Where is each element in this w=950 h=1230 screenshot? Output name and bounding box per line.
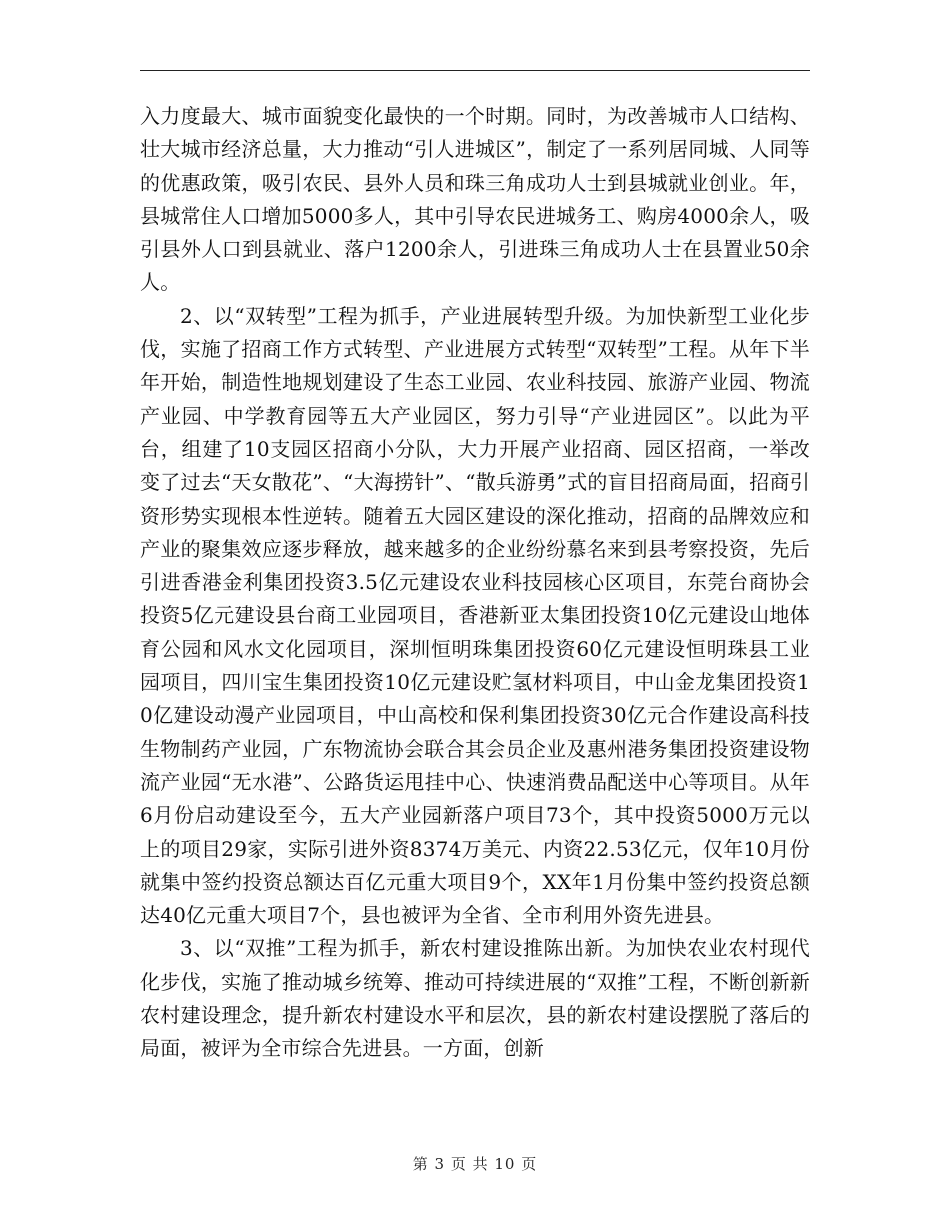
- paragraph-1: 入力度最大、城市面貌变化最快的一个时期。同时，为改善城市人口结构、壮大城市经济总量，大力推动“引人进城区”，制定了一系列居同城、人同等的优惠政策，吸引农民、县外人员和珠三角成功人士到县城就业创业。年，县城常住人口增加5000多人，其中引导农民进城务工、购房4000余人，吸引县外人口到县就业、落户1200余人，引进珠三角成功人士在县置业50余人。: [140, 104, 810, 295]
- document-body: [140, 100, 810, 1066]
- header-rule: [140, 70, 810, 71]
- paragraph-3: 3、以“双推”工程为抓手，新农村建设推陈出新。为加快农业农村现代化步伐，实施了推动城乡统筹、推动可持续进展的“双推”工程，不断创新新农村建设理念，提升新农村建设水平和层次，县的新农村建设摆脱了落后的局面，被评为全市综合先进县。一方面，创新: [140, 936, 810, 1061]
- paragraph-2: 2、以“双转型”工程为抓手，产业进展转型升级。为加快新型工业化步伐，实施了招商工作方式转型、产业进展方式转型“双转型”工程。从年下半年开始，制造性地规划建设了生态工业园、农业科技园、旅游产业园、物流产业园、中学教育园等五大产业园区，努力引导“产业进园区”。以此为平台，组建了10支园区招商小分队，大力开展产业招商、园区招商，一举改变了过去“天女散花”、“大海捞针”、“散兵游勇”式的盲目招商局面，招商引资形势实现根本性逆转。随着五大园区建设的深化推动，招商的品牌效应和产业的聚集效应逐步释放，越来越多的企业纷纷慕名来到县考察投资，先后引进香港金利集团投资3.5亿元建设农业科技园核心区项目，东莞台商协会投资5亿元建设县台商工业园项目，香港新亚太集团投资10亿元建设山地体育公园和风水文化园项目，深圳恒明珠集团投资60亿元建设恒明珠县工业园项目，四川宝生集团投资10亿元建设贮氢材料项目，中山金龙集团投资10亿建设动漫产业园项目，中山高校和保利集团投资30亿元合作建设高科技生物制药产业园，广东物流协会联合其会员企业及惠州港务集团投资建设物流产业园“无水港”、公路货运甩挂中心、快速消费品配送中心等项目。从年6月份启动建设至今，五大产业园新落户项目73个，其中投资5000万元以上的项目29家，实际引进外资8374万美元、内资22.53亿元，仅年10月份就集中签约投资总额达百亿元重大项目9个，XX年1月份集中签约投资总额达40亿元重大项目7个，县也被评为全省、全市利用外资先进县。: [140, 303, 810, 928]
- page-footer: 第 3 页 共 10 页: [412, 1155, 538, 1173]
